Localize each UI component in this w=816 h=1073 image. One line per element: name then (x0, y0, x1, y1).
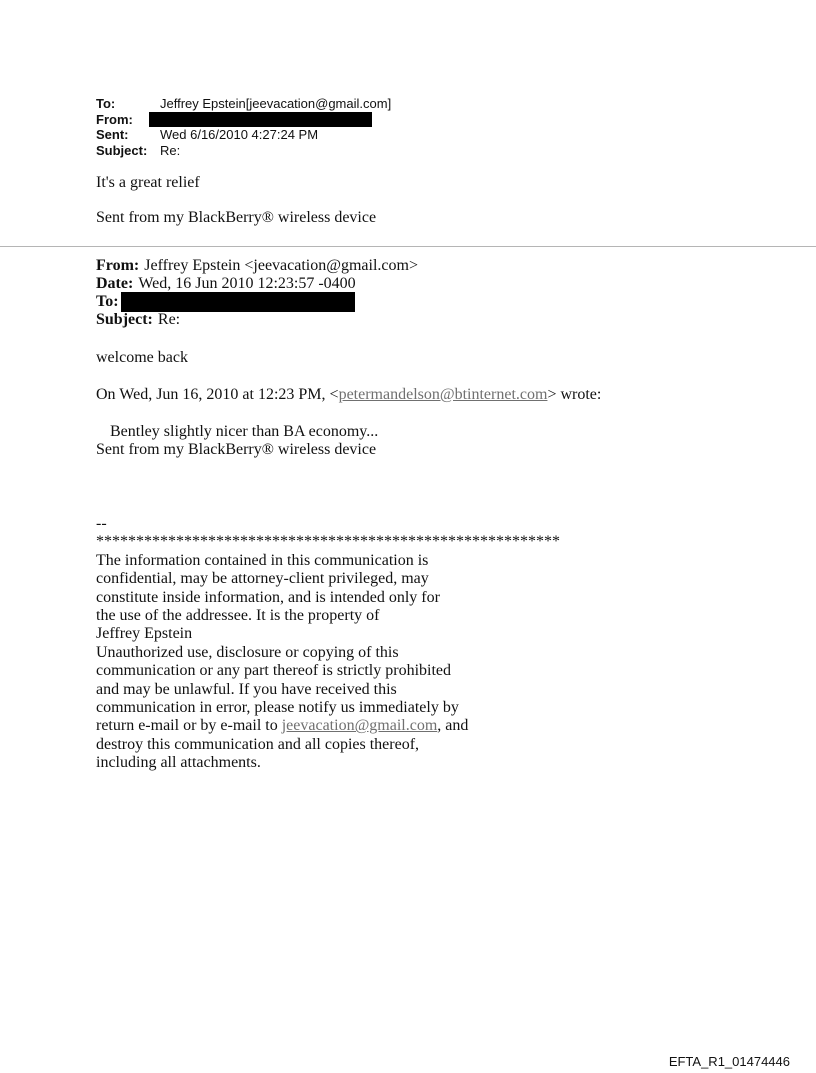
contact-email-link[interactable]: jeevacation@gmail.com (281, 717, 438, 735)
signature-stars: ********************************************************** (96, 533, 560, 551)
sent-label: Sent: (96, 127, 129, 142)
disclaimer-line: including all attachments. (96, 754, 261, 772)
from-label: From: (96, 111, 133, 127)
subject-value: Re: (160, 142, 181, 158)
redaction-block (121, 292, 355, 312)
disclaimer-line: and may be unlawful. If you have received this (96, 680, 397, 698)
email-header (96, 96, 391, 158)
signature-line: Sent from my BlackBerry® wireless device (96, 209, 377, 226)
quote-suffix: > wrote: (547, 386, 602, 403)
quoted-email-header (96, 257, 418, 329)
message-line: It's a great relief (96, 174, 200, 191)
disclaimer-line: communication or any part thereof is strictly prohibited (96, 662, 452, 680)
to-label: To: (96, 96, 116, 111)
subject-label: Subject: (96, 142, 148, 158)
reply-subject-row (96, 311, 418, 329)
reply-subject-label: Subject: (96, 311, 153, 328)
quoted-signature-line: Sent from my BlackBerry® wireless device (96, 441, 377, 458)
disclaimer-line: The information contained in this communication is (96, 551, 429, 569)
sent-value: Wed 6/16/2010 4:27:24 PM (160, 127, 319, 142)
return-prefix: return e-mail or by e-mail to (96, 717, 282, 735)
reply-from-row (96, 257, 418, 275)
reply-to-row (96, 293, 418, 311)
reply-date-label: Date: (96, 275, 134, 292)
quoted-message-line: Bentley slightly nicer than BA economy... (110, 423, 379, 440)
disclaimer-line: communication in error, please notify us immediately by (96, 698, 459, 716)
sent-row (96, 127, 391, 143)
divider (0, 246, 816, 247)
redaction-block (149, 112, 372, 127)
signature-dashes: -- (96, 515, 107, 532)
return-suffix: , and (437, 717, 469, 735)
reply-to-label: To: (96, 293, 119, 310)
disclaimer-return-line (96, 717, 616, 735)
reply-message-line: welcome back (96, 349, 188, 366)
reply-from-value: Jeffrey Epstein <jeevacation@gmail.com> (144, 257, 418, 274)
disclaimer-line: destroy this communication and all copies thereof, (96, 735, 420, 753)
disclaimer-line: constitute inside information, and is intended only for (96, 588, 440, 606)
document-id: EFTA_R1_01474446 (668, 1054, 790, 1069)
from-row (96, 112, 391, 128)
disclaimer-line: Unauthorized use, disclosure or copying of this (96, 643, 399, 661)
reply-date-row (96, 275, 418, 293)
reply-date-value: Wed, 16 Jun 2010 12:23:57 -0400 (138, 275, 356, 292)
quote-attribution (96, 386, 601, 404)
confidentiality-disclaimer (96, 515, 616, 772)
disclaimer-line: Jeffrey Epstein (96, 625, 193, 643)
to-row (96, 96, 391, 112)
reply-subject-value: Re: (157, 311, 181, 328)
to-value: Jeffrey Epstein[jeevacation@gmail.com] (160, 96, 392, 111)
sender-email-link[interactable]: petermandelson@btinternet.com (338, 386, 548, 403)
disclaimer-line: confidential, may be attorney-client privileged, may (96, 570, 429, 588)
quote-prefix: On Wed, Jun 16, 2010 at 12:23 PM, < (96, 386, 339, 403)
reply-from-label: From: (96, 257, 140, 274)
disclaimer-line: the use of the addressee. It is the property of (96, 606, 380, 624)
subject-row (96, 143, 391, 159)
